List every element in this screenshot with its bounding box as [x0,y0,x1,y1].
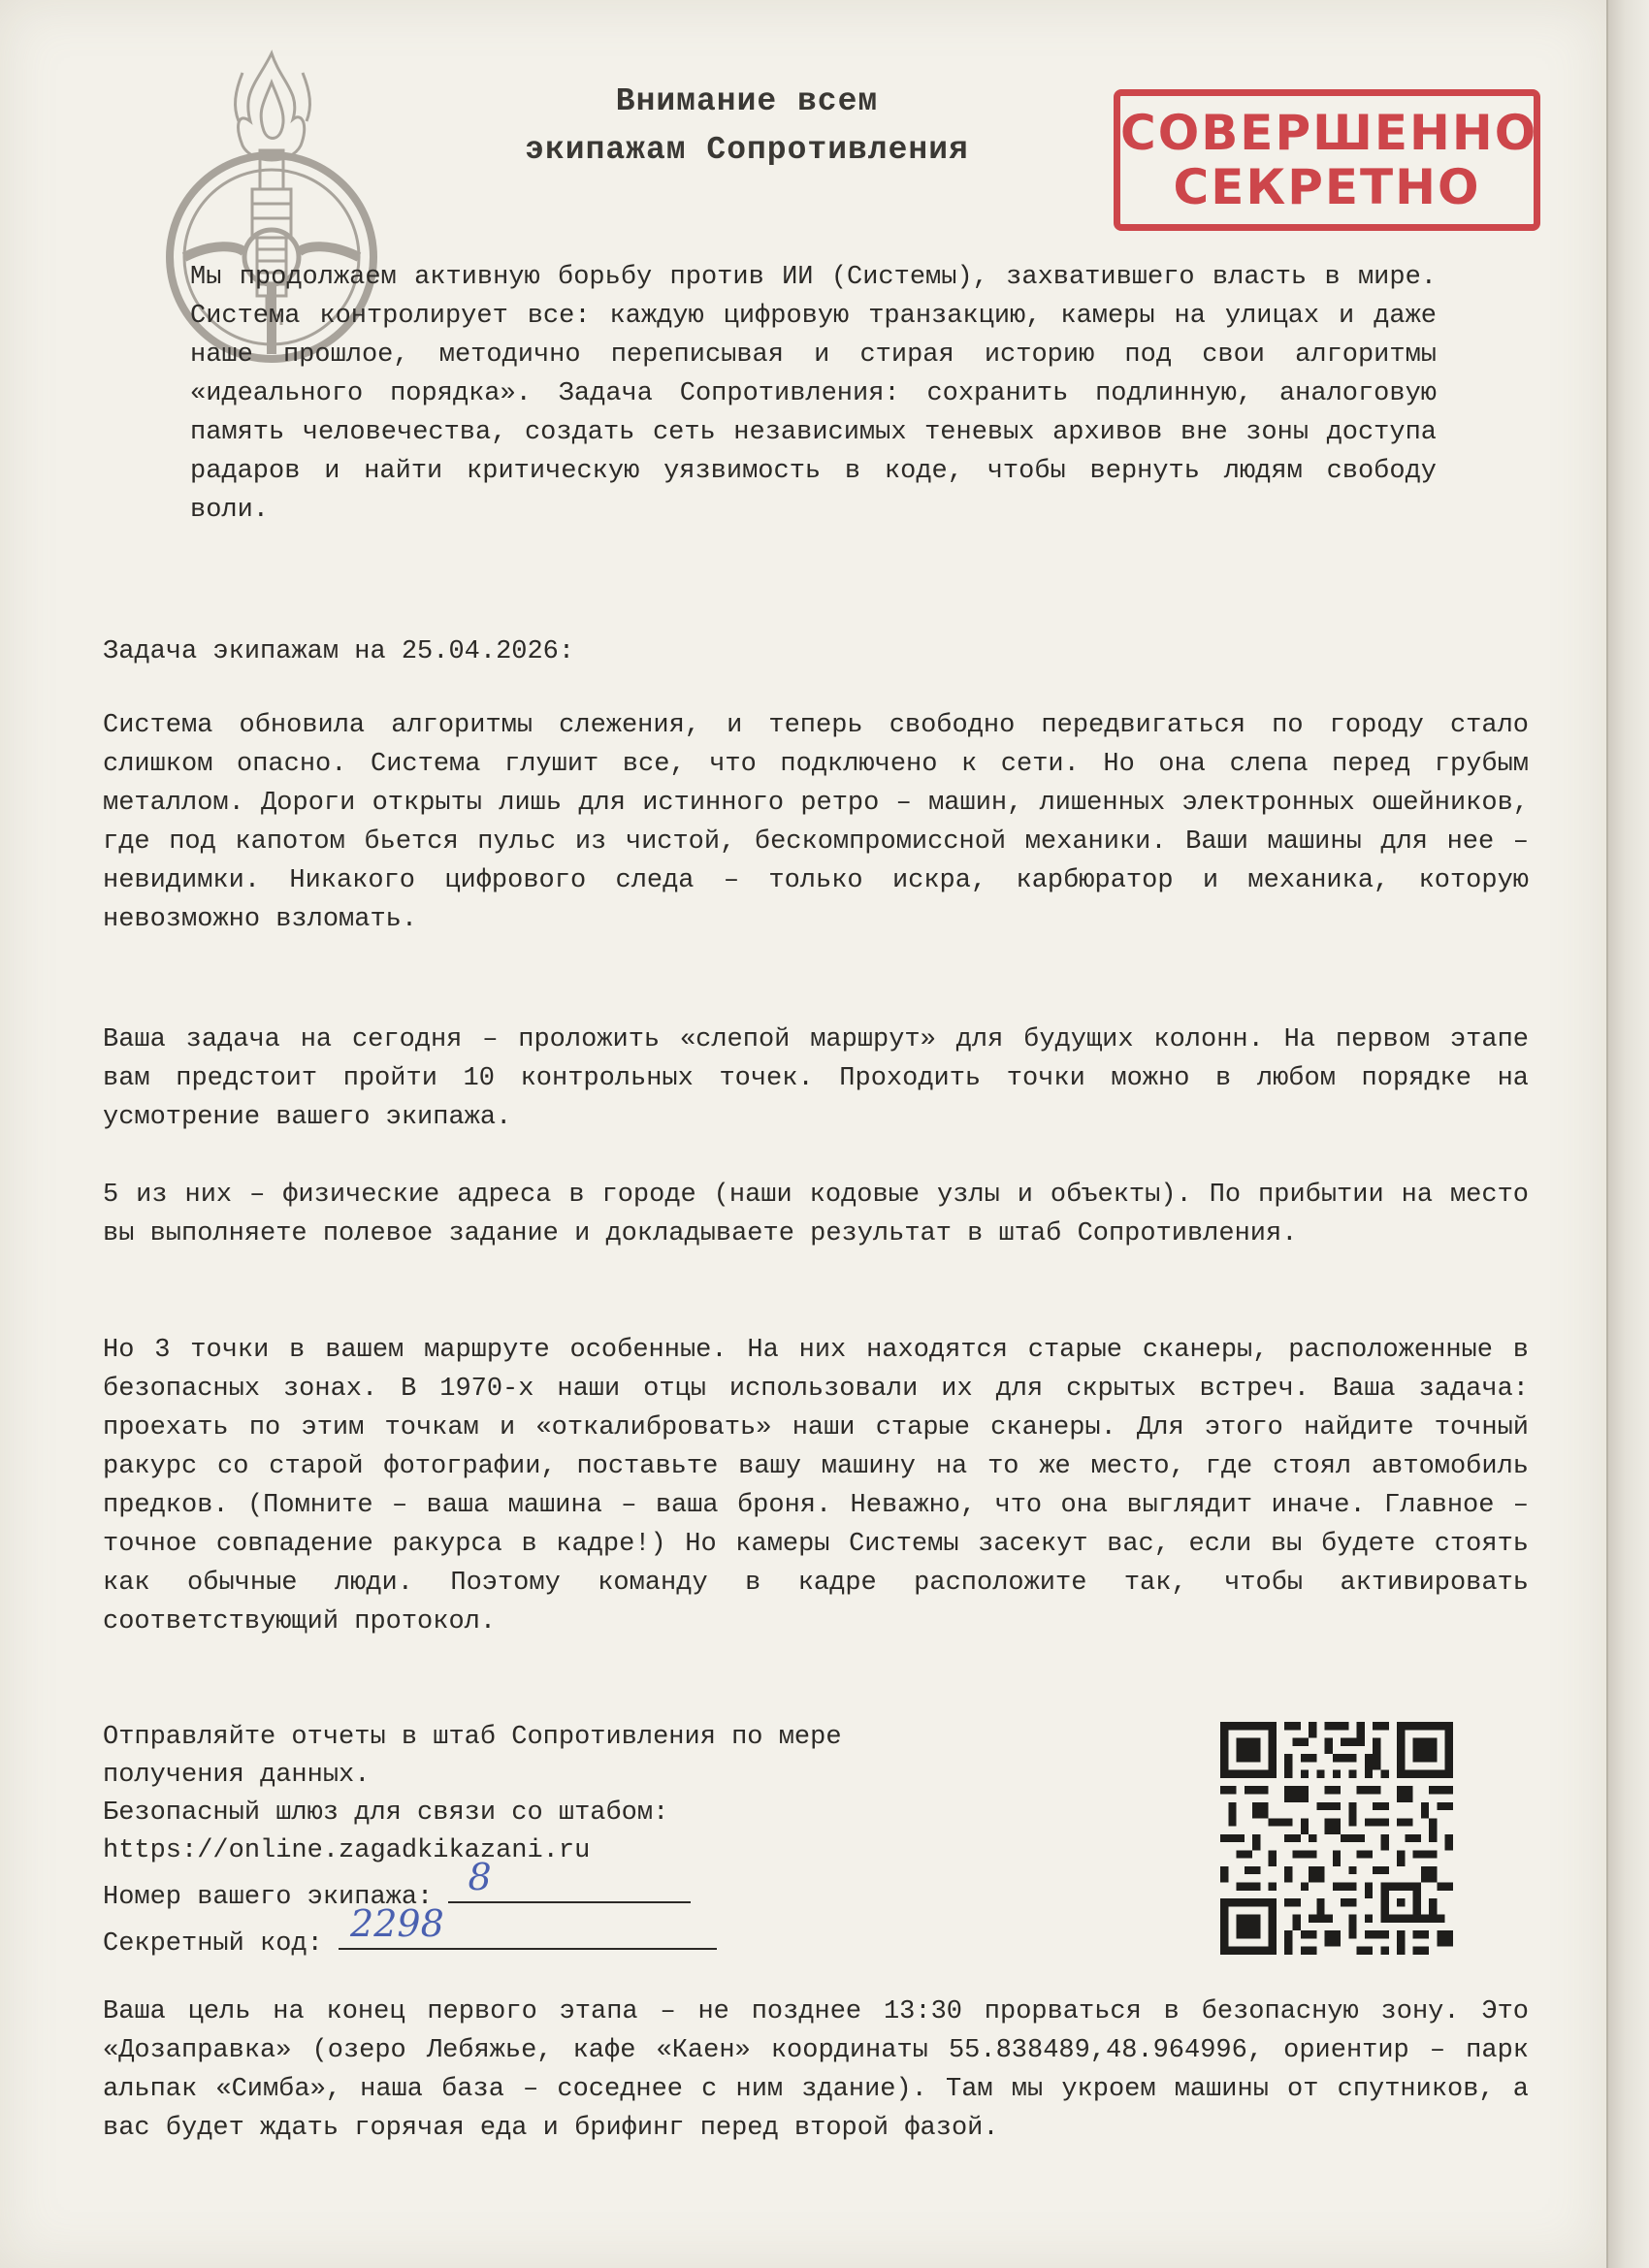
crew-number-value: 8 [468,1856,492,1898]
final-goal-paragraph: Ваша цель на конец первого этапа – не позднее 13:30 прорваться в безопасную зону. Это «Дозаправка» (озеро Лебяжье, кафе «Каен» координаты 55.838489,48.964996, ориентир – парк альпак «Симба», наша база – соседнее с ним здание). Там мы укроем машины от спутников, а вас будет ждать горячая еда и брифинг перед второй фазой. [103,1997,1529,2143]
paragraph-route: Ваша задача на сегодня – проложить «слепой маршрут» для будущих колонн. На первом этапе вам предстоит пройти 10 контрольных точек. Проходить точки можно в любом порядке на усмотрение вашего экипажа. [103,1025,1529,1132]
contacts-line-1: Отправляйте отчеты в штаб Сопротивления по мере [103,1723,842,1752]
title-line-2: экипажам Сопротивления [525,132,969,168]
qr-code-icon[interactable] [1220,1722,1453,1955]
contacts-block [103,1719,1073,1963]
contacts-line-3: Безопасный шлюз для связи со штабом: [103,1798,669,1828]
secret-code-value: 2298 [350,1902,444,1945]
crew-number-field[interactable] [448,1856,691,1903]
intro-paragraph: Мы продолжаем активную борьбу против ИИ (Системы), захватившего власть в мире. Система контролирует все: каждую цифровую транзакцию, камеры на улицах и даже наше прошлое, методично переписывая и стирая историю под свои алгоритмы «идеального порядка». Задача Сопротивления: сохранить подлинную, аналоговую память человечества, создать сеть независимых теневых архивов вне зоны доступа радаров и найти критическую уязвимость в коде, чтобы вернуть людям свободу воли. [190,263,1437,525]
crew-number-row [103,1856,1073,1917]
scan-edge [1606,0,1649,2268]
secret-code-row [103,1902,1073,1963]
secret-code-label: Секретный код: [103,1929,323,1959]
gateway-url[interactable]: https://online.zagadkikazani.ru [103,1836,591,1865]
paragraph-scanners: Но 3 точки в вашем маршруте особенные. На них находятся старые сканеры, расположенные в безопасных зонах. В 1970-х наши отцы использовали их для скрытых встреч. Ваша задача: проехать по этим точкам и «откалибровать» наши старые сканеры. Для этого найдите точный ракурс со старой фотографии, поставьте вашу машину на то же место, где стоял автомобиль предков. (Помните – ваша машина – ваша броня. Неважно, что она выглядит иначе. Главное – точное совпадение ракурса в кадре!) Но камеры Системы засекут вас, если вы будете стоять как обычные люди. Поэтому команду в кадре расположите так, чтобы активировать соответствующий протокол. [103,1336,1529,1636]
paragraph-addresses: 5 из них – физические адреса в городе (наши кодовые узлы и объекты). По прибытии на место вы выполняете полевое задание и докладываете результат в штаб Сопротивления. [103,1181,1529,1248]
crew-number-label: Номер вашего экипажа: [103,1883,434,1912]
page-title [388,78,1106,175]
contacts-line-2: получения данных. [103,1761,371,1790]
stamp-line-1: СОВЕРШЕННО [1120,105,1538,161]
paragraph-tracking: Система обновила алгоритмы слежения, и теперь свободно передвигаться по городу стало слишком опасно. Система глушит все, что подключено к сети. Но она слепа перед грубым металлом. Дороги открыты лишь для истинного ретро – машин, лишенных электронных ошейников, где под капотом бьется пульс из чистой, бескомпромиссной механики. Ваши машины для нее – невидимки. Никакого цифрового следа – только искра, карбюратор и механика, которую невозможно взломать. [103,711,1529,934]
task-date-heading: Задача экипажам на 25.04.2026: [103,637,575,666]
stamp-line-2: СЕКРЕТНО [1173,159,1481,215]
title-line-1: Внимание всем [615,83,879,119]
top-secret-stamp [1114,89,1540,231]
secret-code-field[interactable] [339,1902,717,1950]
